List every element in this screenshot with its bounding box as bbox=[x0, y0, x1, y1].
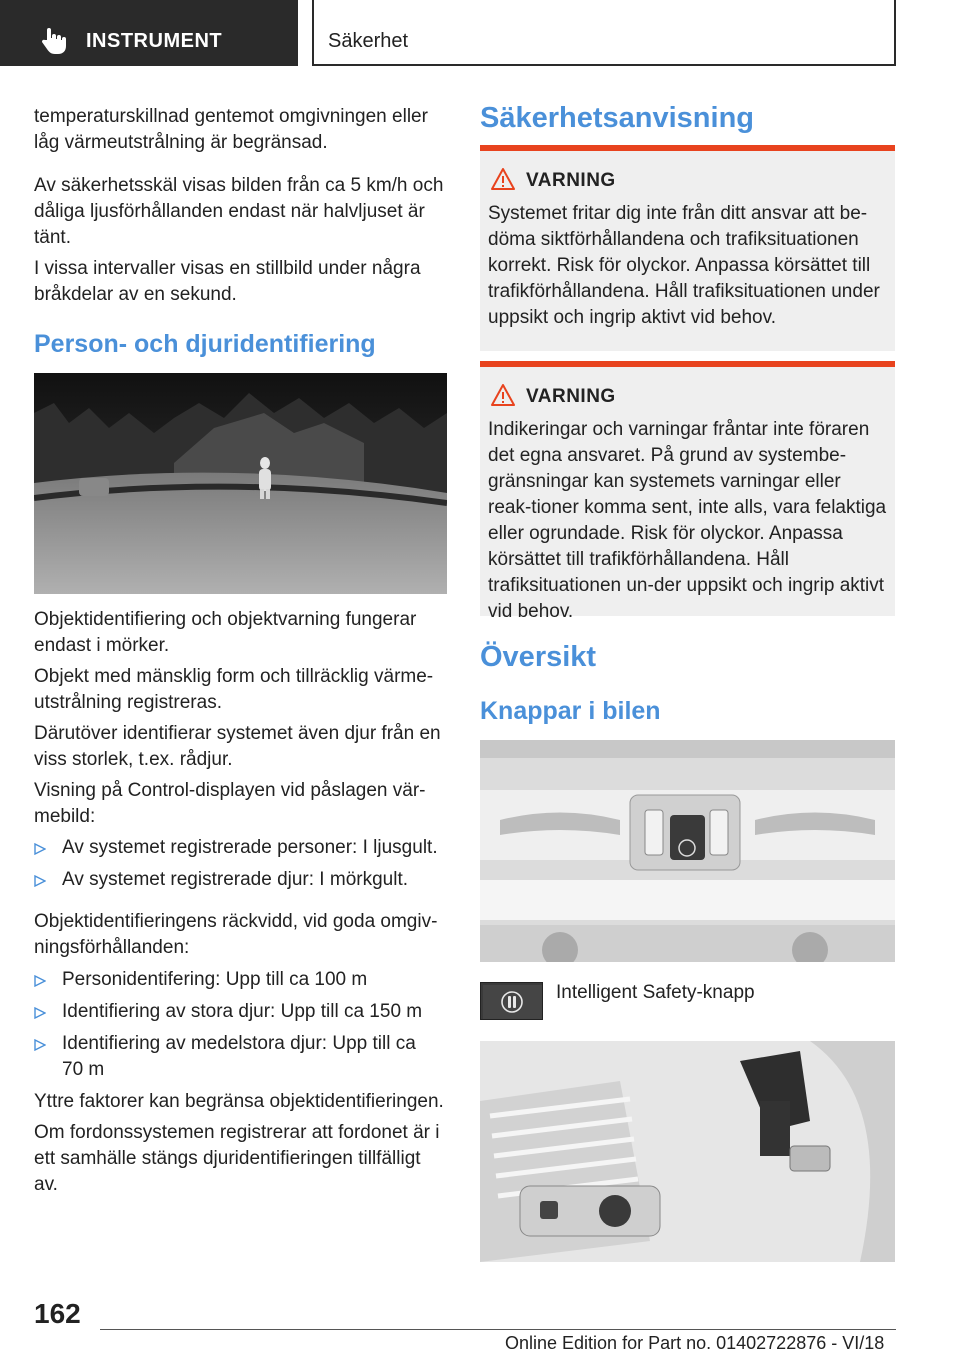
list-item bbox=[34, 867, 444, 893]
warning-triangle-icon bbox=[490, 383, 516, 407]
warning-text: Systemet fritar dig inte från ditt ansvar att be-döma siktförhållandena och trafiksituationen korrekt. Risk för olyckor. Anpassa körsättet till trafikförhållandena. Håll trafiksituationen under uppsikt och ingrip aktivt vid behov. bbox=[488, 203, 880, 328]
section-tab bbox=[0, 0, 298, 66]
list-item-text: Av systemet registrerade djur: I mörkgult. bbox=[62, 869, 408, 890]
section-label: INSTRUMENT bbox=[86, 30, 223, 52]
chapter-title-box bbox=[312, 0, 896, 66]
warning-box bbox=[480, 361, 895, 622]
chapter-title: Säkerhet bbox=[328, 30, 409, 52]
paragraph: Av säkerhetsskäl visas bilden från ca 5 km/h och dåliga ljusförhållanden endast när halvljuset är tänt. bbox=[34, 175, 444, 248]
paragraph: Därutöver identifierar systemet även djur från en viss storlek, t.ex. rådjur. bbox=[34, 723, 441, 770]
safety-heading: Säkerhetsanvisning bbox=[480, 102, 754, 134]
triangle-bullet-icon bbox=[34, 843, 46, 855]
list-item-text: Identifiering av stora djur: Upp till ca 150 m bbox=[62, 1001, 423, 1022]
paragraph: temperaturskillnad gentemot omgivningen eller låg värmeutstrålning är begränsad. bbox=[34, 106, 428, 153]
overview-heading: Översikt bbox=[480, 641, 597, 673]
list-item-text: Identifiering av medelstora djur: Upp till ca 70 m bbox=[62, 1033, 416, 1080]
triangle-bullet-icon bbox=[34, 1007, 46, 1019]
footer-edition: Online Edition for Part no. 01402722876 - VI/18 bbox=[505, 1333, 885, 1353]
list-item-text: Av systemet registrerade personer: I ljusgult. bbox=[62, 837, 438, 858]
page-number: 162 bbox=[34, 1298, 81, 1329]
warning-triangle-icon bbox=[490, 167, 516, 191]
warning-title: VARNING bbox=[526, 386, 616, 407]
warning-title: VARNING bbox=[526, 170, 616, 191]
list-item bbox=[34, 835, 444, 861]
warning-text: Indikeringar och varningar fråntar inte föraren det egna ansvaret. På grund av systembe-gränsningar kan systemets varningar eller reak-tioner komma sent, inte alls, vara felaktiga eller ogrundade. Risk för olyckor. Anpassa körsättet till trafikförhållandena. Håll trafiksituationen un-der uppsikt och ingrip aktivt vid behov. bbox=[488, 419, 887, 622]
subheading: Knappar i bilen bbox=[480, 697, 661, 725]
triangle-bullet-icon bbox=[34, 875, 46, 887]
hand-pointer-icon bbox=[38, 26, 68, 56]
paragraph: Visning på Control-displayen vid påslagen vär-mebild: bbox=[34, 780, 426, 827]
dashboard-buttons-image bbox=[480, 740, 895, 962]
driver-controls-image bbox=[480, 1041, 895, 1262]
list-item-text: Personidentifering: Upp till ca 100 m bbox=[62, 969, 368, 990]
safety-button-thumbnail bbox=[480, 982, 543, 1020]
paragraph: Objektidentifieringens räckvidd, vid goda omgiv-ningsförhållanden: bbox=[34, 911, 438, 958]
paragraph: Om fordonssystemen registrerar att fordonet är i ett samhälle stängs djuridentifieringen tillfälligt av. bbox=[34, 1122, 440, 1195]
paragraph: Yttre faktorer kan begränsa objektidentifieringen. bbox=[34, 1091, 444, 1112]
triangle-bullet-icon bbox=[34, 1039, 46, 1051]
paragraph: Objekt med mänsklig form och tillräcklig värme-utstrålning registreras. bbox=[34, 666, 434, 713]
paragraph: I vissa intervaller visas en stillbild under några bråkdelar av en sekund. bbox=[34, 258, 421, 305]
section-heading: Person- och djuridentifiering bbox=[34, 330, 376, 358]
warning-box bbox=[480, 145, 895, 351]
triangle-bullet-icon bbox=[34, 975, 46, 987]
list-item bbox=[34, 1031, 444, 1083]
thermal-night-vision-image bbox=[34, 373, 447, 594]
paragraph: Objektidentifiering och objektvarning fungerar endast i mörker. bbox=[34, 609, 417, 656]
list-item bbox=[34, 999, 444, 1025]
list-item bbox=[34, 967, 444, 993]
footer-divider bbox=[100, 1329, 896, 1330]
button-caption: Intelligent Safety-knapp bbox=[556, 982, 755, 1003]
